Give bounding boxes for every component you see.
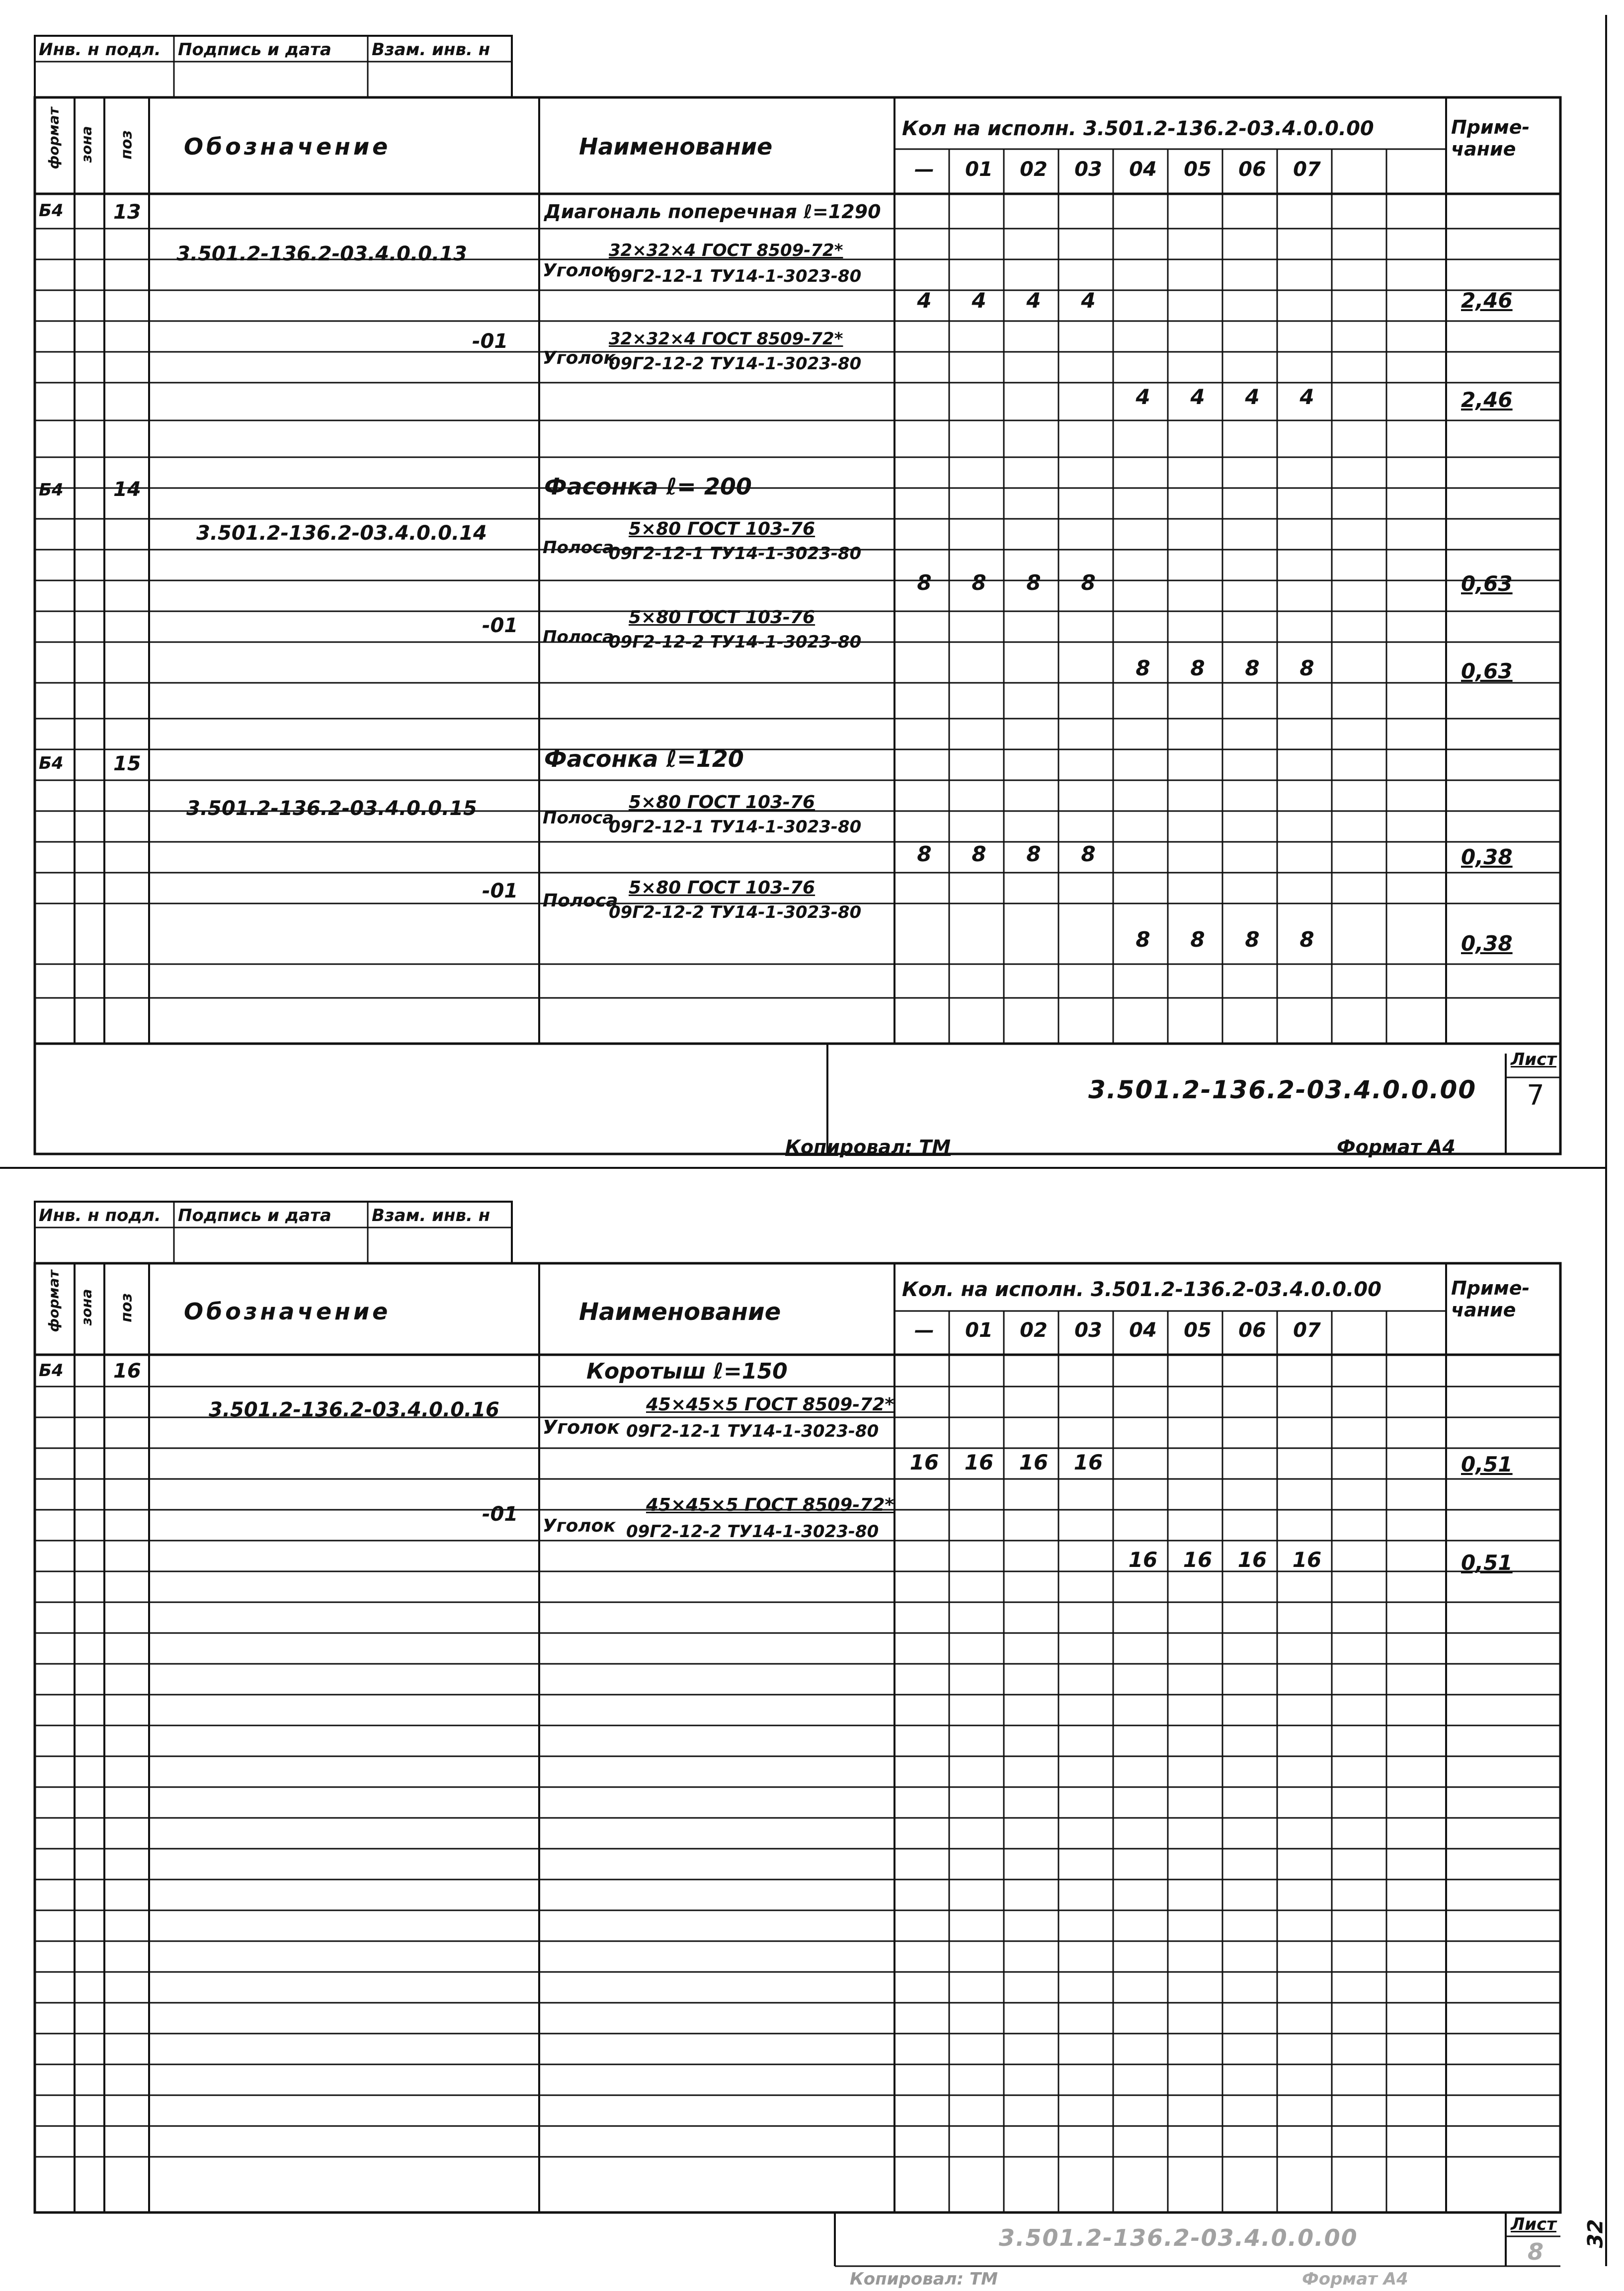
qty-cell: 8 <box>972 842 986 866</box>
copied-by: Копировал: ТМ <box>850 2269 998 2289</box>
item-format: Б4 <box>39 753 64 773</box>
line-spec-top: 45×45×5 ГОСТ 8509-72* <box>646 1495 894 1515</box>
inv-podl-label: Инв. н подл. <box>39 40 161 60</box>
variant-header: 03 <box>1074 158 1102 181</box>
qty-cell: 8 <box>917 571 932 595</box>
line-spec-top: 45×45×5 ГОСТ 8509-72* <box>646 1394 894 1415</box>
line-designation: 3.501.2-136.2-03.4.0.0.15 <box>186 797 477 820</box>
note-header: Приме-чание <box>1451 1277 1530 1321</box>
name-header: Наименование <box>579 133 773 160</box>
item-title: Коротыш ℓ=150 <box>586 1359 788 1384</box>
vzam-inv-label: Взам. инв. н <box>372 40 490 60</box>
qty-cell: 16 <box>1183 1548 1213 1572</box>
line-spec-top: 5×80 ГОСТ 103-76 <box>629 519 815 539</box>
item-title: Диагональ поперечная ℓ=1290 <box>544 201 881 223</box>
qty-cell: 4 <box>917 288 932 313</box>
qty-cell: 8 <box>1190 927 1205 952</box>
qty-cell: 8 <box>1081 571 1096 595</box>
zone-header: зона <box>78 1289 95 1326</box>
item-title: Фасонка ℓ=120 <box>544 745 744 772</box>
item-pos: 14 <box>113 478 141 501</box>
item-format: Б4 <box>39 480 64 500</box>
qty-cell: 4 <box>1026 288 1041 313</box>
qty-cell: 4 <box>972 288 986 313</box>
qty-cell: 8 <box>1245 927 1260 952</box>
qty-cell: 16 <box>1128 1548 1158 1572</box>
line-material: Уголок <box>543 348 616 368</box>
qty-cell: 16 <box>1073 1450 1103 1474</box>
variant-header: — <box>914 1319 934 1342</box>
qty-cell: 16 <box>909 1450 939 1474</box>
line-designation: -01 <box>482 614 518 637</box>
line-spec-bottom: 09Г2-12-1 ТУ14-1-3023-80 <box>626 1421 879 1441</box>
line-spec-bottom: 09Г2-12-1 ТУ14-1-3023-80 <box>609 544 862 564</box>
designation-header: Обозначение <box>184 133 391 160</box>
qty-cell: 8 <box>1136 927 1150 952</box>
variant-header: — <box>914 158 934 181</box>
line-designation: -01 <box>482 880 518 902</box>
qty-cell: 4 <box>1245 385 1260 409</box>
variant-header: 01 <box>965 158 993 181</box>
qty-cell: 4 <box>1136 385 1150 409</box>
qty-cell: 8 <box>1190 656 1205 680</box>
item-pos: 15 <box>113 752 141 775</box>
note-cell: 0,38 <box>1461 931 1513 956</box>
note-header: Приме-чание <box>1451 116 1530 160</box>
line-material: Уголок <box>543 260 616 281</box>
variant-header: 06 <box>1238 158 1266 181</box>
item-pos: 16 <box>113 1360 141 1383</box>
note-cell: 0,51 <box>1461 1551 1513 1575</box>
designation-header: Обозначение <box>184 1298 391 1325</box>
format-header: формат <box>45 1270 62 1332</box>
line-spec-top: 32×32×4 ГОСТ 8509-72* <box>609 329 843 349</box>
qty-cell: 8 <box>1299 927 1314 952</box>
qty-cell: 8 <box>1026 842 1041 866</box>
pos-header: поз <box>118 130 136 160</box>
format-header: формат <box>45 107 62 169</box>
line-spec-bottom: 09Г2-12-1 ТУ14-1-3023-80 <box>609 266 862 286</box>
format-label: Формат А4 <box>1337 1136 1456 1158</box>
line-spec-bottom: 09Г2-12-2 ТУ14-1-3023-80 <box>626 1522 879 1542</box>
variant-header: 02 <box>1020 158 1048 181</box>
name-header: Наименование <box>579 1298 781 1326</box>
format-label: Формат А4 <box>1302 2269 1408 2289</box>
variant-header: 01 <box>965 1319 993 1342</box>
line-spec-top: 5×80 ГОСТ 103-76 <box>629 607 815 628</box>
item-pos: 13 <box>113 201 141 224</box>
qty-cell: 8 <box>972 571 986 595</box>
item-title: Фасонка ℓ= 200 <box>544 473 752 500</box>
qty-cell: 16 <box>1019 1450 1049 1474</box>
sheet-label: Лист <box>1511 1050 1556 1069</box>
qty-cell: 16 <box>1292 1548 1322 1572</box>
line-designation: 3.501.2-136.2-03.4.0.0.14 <box>196 522 487 545</box>
qty-cell: 16 <box>1237 1548 1267 1572</box>
qty-cell: 8 <box>1299 656 1314 680</box>
line-designation: 3.501.2-136.2-03.4.0.0.13 <box>176 243 467 265</box>
line-designation: -01 <box>482 1503 518 1526</box>
line-spec-bottom: 09Г2-12-2 ТУ14-1-3023-80 <box>609 632 862 652</box>
sheet-label: Лист <box>1511 2214 1556 2234</box>
qty-cell: 8 <box>1245 656 1260 680</box>
qty-title-header: Кол. на исполн. 3.501.2-136.2-03.4.0.0.00 <box>902 1278 1381 1301</box>
variant-header: 04 <box>1129 1319 1157 1342</box>
inv-podl-label: Инв. н подл. <box>39 1206 161 1226</box>
variant-header: 04 <box>1129 158 1157 181</box>
qty-cell: 4 <box>1299 385 1314 409</box>
sheet-number: 7 <box>1527 1079 1544 1112</box>
line-spec-top: 32×32×4 ГОСТ 8509-72* <box>609 241 843 260</box>
variant-header: 07 <box>1293 158 1321 181</box>
sheet-number: 8 <box>1527 2238 1543 2265</box>
line-material: Полоса <box>543 538 614 558</box>
variant-header: 07 <box>1293 1319 1321 1342</box>
qty-cell: 8 <box>1026 571 1041 595</box>
line-spec-bottom: 09Г2-12-2 ТУ14-1-3023-80 <box>609 902 862 922</box>
line-material: Полоса <box>543 808 614 828</box>
copied-by: Копировал: ТМ <box>785 1136 951 1158</box>
note-cell: 0,51 <box>1461 1452 1513 1476</box>
signature-date-label: Подпись и дата <box>178 1206 331 1226</box>
qty-cell: 8 <box>1136 656 1150 680</box>
qty-cell: 4 <box>1081 288 1096 313</box>
note-cell: 2,46 <box>1461 388 1513 412</box>
qty-cell: 8 <box>917 842 932 866</box>
line-spec-bottom: 09Г2-12-1 ТУ14-1-3023-80 <box>609 817 862 837</box>
doc-code: 3.501.2-136.2-03.4.0.0.00 <box>999 2224 1358 2251</box>
signature-date-label: Подпись и дата <box>178 40 331 60</box>
qty-cell: 8 <box>1081 842 1096 866</box>
line-spec-top: 5×80 ГОСТ 103-76 <box>629 878 815 898</box>
line-material: Уголок <box>543 1416 620 1438</box>
line-designation: -01 <box>472 330 508 353</box>
qty-title-header: Кол на исполн. 3.501.2-136.2-03.4.0.0.00 <box>902 117 1374 140</box>
item-format: Б4 <box>39 1361 64 1381</box>
line-spec-top: 5×80 ГОСТ 103-76 <box>629 792 815 813</box>
line-spec-bottom: 09Г2-12-2 ТУ14-1-3023-80 <box>609 354 862 374</box>
variant-header: 02 <box>1020 1319 1048 1342</box>
doc-code: 3.501.2-136.2-03.4.0.0.00 <box>1088 1075 1477 1104</box>
note-cell: 0,63 <box>1461 659 1513 683</box>
note-cell: 0,38 <box>1461 845 1513 869</box>
note-cell: 2,46 <box>1461 288 1513 313</box>
variant-header: 05 <box>1184 158 1212 181</box>
variant-header: 03 <box>1074 1319 1102 1342</box>
line-material: Полоса <box>543 891 618 911</box>
line-designation: 3.501.2-136.2-03.4.0.0.16 <box>209 1398 499 1421</box>
pos-header: поз <box>118 1293 136 1322</box>
variant-header: 06 <box>1238 1319 1266 1342</box>
line-material: Полоса <box>543 627 614 647</box>
vzam-inv-label: Взам. инв. н <box>372 1206 490 1226</box>
zone-header: зона <box>78 126 95 163</box>
qty-cell: 16 <box>964 1450 994 1474</box>
line-material: Уголок <box>543 1516 616 1536</box>
item-format: Б4 <box>39 201 64 221</box>
note-cell: 0,63 <box>1461 572 1513 596</box>
variant-header: 05 <box>1184 1319 1212 1342</box>
page-number: 32 <box>1583 2219 1608 2248</box>
qty-cell: 4 <box>1190 385 1205 409</box>
